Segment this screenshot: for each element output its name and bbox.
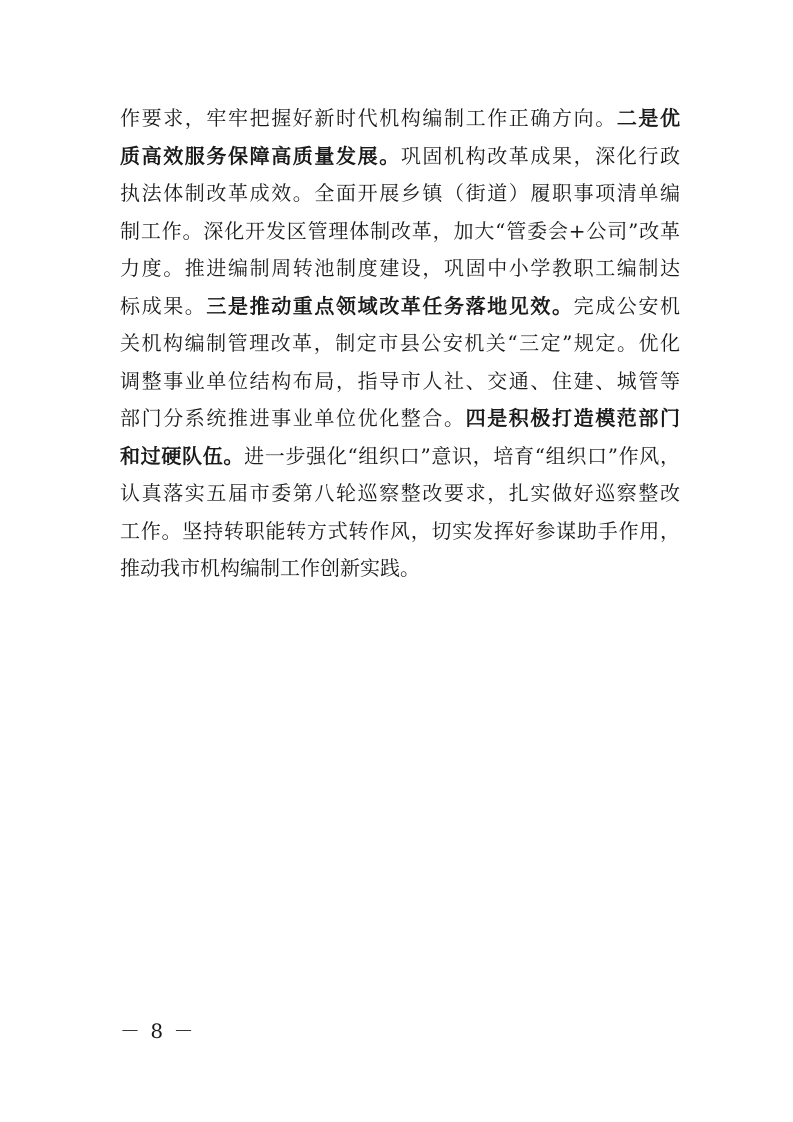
text-line-6 [120, 288, 680, 326]
text-line-10 [120, 438, 680, 476]
bold-heading-segment: 和过硬队伍。 [120, 443, 245, 468]
page-number: － 8 － [120, 1019, 196, 1043]
text-line-1 [120, 100, 680, 138]
text-segment: 认真落实五届市委第八轮巡察整改要求，扎实做好巡察整改 [120, 481, 680, 505]
text-line-9 [120, 400, 680, 438]
text-line-3 [120, 175, 680, 213]
text-segment: 作要求，牢牢把握好新时代机构编制工作正确方向。 [120, 106, 617, 130]
text-segment: 进一步强化“组织口”意识，培育“组织口”作风， [244, 443, 680, 468]
body-paragraph [120, 100, 680, 588]
text-segment: 标成果。 [120, 293, 207, 318]
bold-heading-segment: 四是积极打造模范部门 [465, 406, 681, 430]
text-line-11 [120, 475, 680, 513]
text-segment: 工作。坚持转职能转方式转作风，切实发挥好参谋助手作用， [120, 518, 680, 543]
text-segment: 推动我市机构编制工作创新实践。 [120, 556, 420, 580]
text-line-12 [120, 513, 680, 551]
text-line-13 [120, 550, 680, 588]
text-line-4 [120, 213, 680, 251]
text-segment: 部门分系统推进事业单位优化整合。 [120, 406, 466, 430]
bold-heading-segment: 三是推动重点领域改革任务落地见效。 [206, 293, 574, 318]
text-line-5 [120, 250, 680, 288]
text-segment: 执法体制改革成效。全面开展乡镇（街道）履职事项清单编 [120, 181, 680, 205]
text-segment: 力度。推进编制周转池制度建设，巩固中小学教职工编制达 [120, 256, 680, 280]
text-segment: 巩固机构改革成果，深化行政 [400, 143, 681, 168]
text-line-7 [120, 325, 680, 363]
text-segment: 完成公安机 [573, 293, 681, 318]
text-line-8 [120, 363, 680, 401]
bold-heading-segment: 二是优 [616, 106, 681, 130]
text-segment: 调整事业单位结构布局，指导市人社、交通、住建、城管等 [120, 368, 680, 393]
text-segment: 关机构编制管理改革，制定市县公安机关“三定”规定。优化 [120, 331, 680, 355]
text-segment: 制工作。深化开发区管理体制改革，加大“管委会+公司”改革 [120, 218, 680, 243]
bold-heading-segment: 质高效服务保障高质量发展。 [120, 143, 401, 168]
text-line-2 [120, 138, 680, 176]
